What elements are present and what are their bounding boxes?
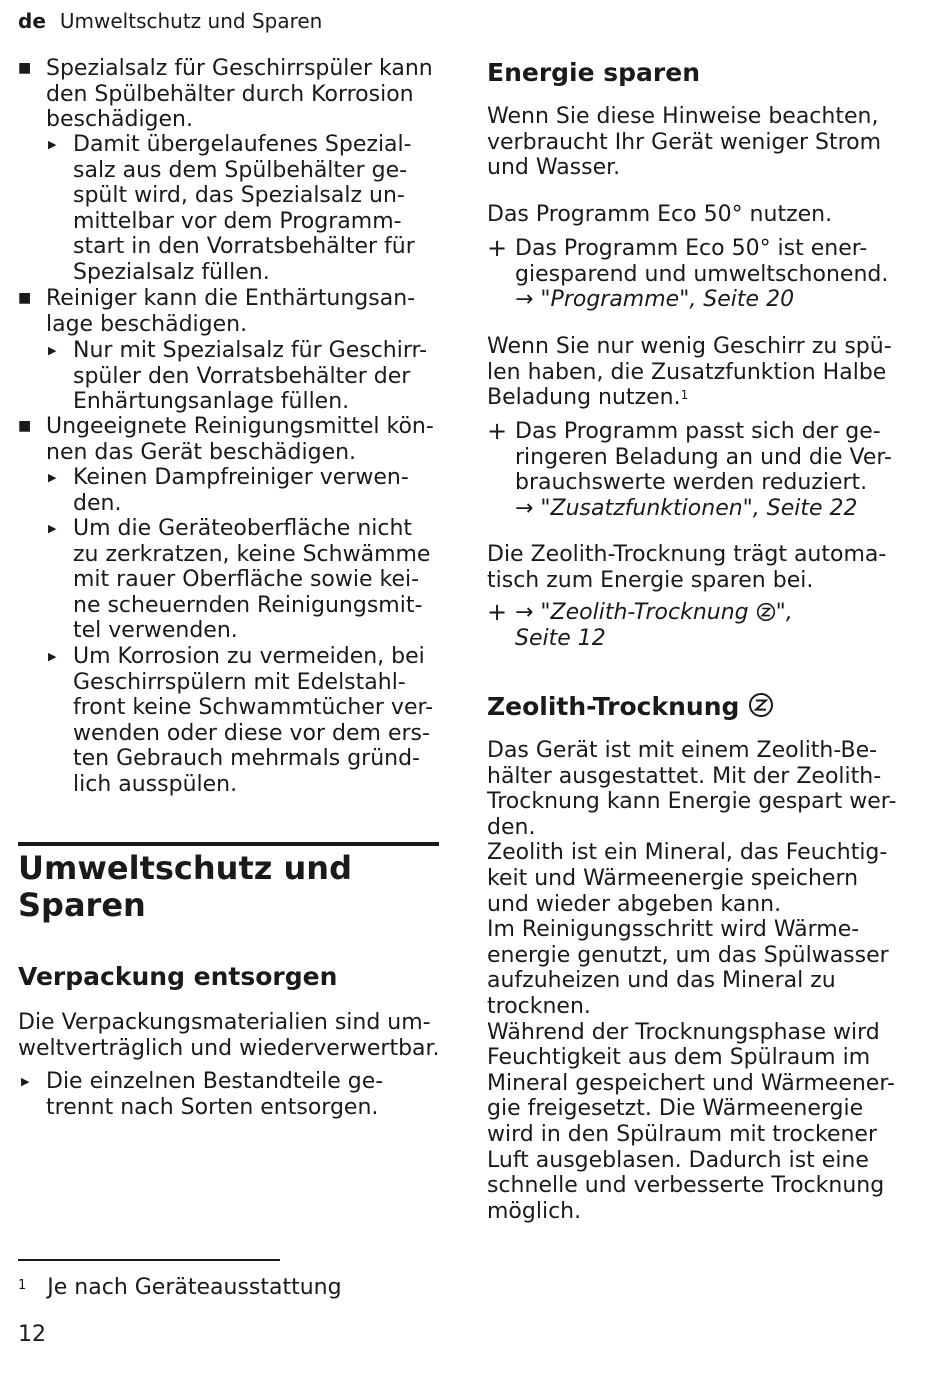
step-text: Nur mit Spezialsalz für Geschirr- spüler den Vorratsbehälter der Enhärtungsanlage füllen.: [73, 338, 428, 415]
square-bullet-icon: ■: [18, 290, 32, 306]
section-title: Umweltschutz und Sparen: [18, 849, 352, 924]
reference-text: → "Zeolith-Trocknung: [515, 600, 756, 625]
warning-text: Ungeeignete Reinigungsmittel kön- nen das Gerät beschädigen.: [46, 414, 434, 465]
zeolith-heading: [487, 692, 917, 722]
warning-text: Spezialsalz für Geschirrspüler kann den Spülbehälter durch Korrosion beschädigen.: [46, 56, 433, 133]
eco-text: Das Programm Eco 50° nutzen.: [487, 202, 833, 227]
page-reference[interactable]: → "Zusatzfunktionen", Seite 22: [515, 495, 858, 521]
page-header: [18, 8, 322, 34]
step-item: [18, 516, 440, 644]
step-item: [18, 338, 440, 415]
footnote-marker[interactable]: 1: [680, 388, 689, 403]
warning-item-1: [18, 56, 440, 133]
language-code: de: [18, 9, 46, 33]
zeolith-body: Das Gerät ist mit einem Zeolith-Be- hälter ausgestattet. Mit der Zeolith- Trocknung kann Energie gespart wer- den. Zeolith ist ein Mineral, das Feuchtig- keit und Wärmeenergie speichern und wieder abgeben kann. Im Reinigungsschritt wird Wärme- energie genutzt, um das Spülwasser aufzuheizen und das Mineral zu trocknen. Während der Trocknungsphase wird Feuchtigkeit aus dem Spülraum im Mineral gespeichert und Wärmeener- gie freigesetzt. Die Wärmeenergie wird in den Spülraum mit trockener Luft ausgeblasen. Dadurch ist eine schnelle und verbesserte Trocknung möglich.: [487, 738, 897, 1224]
plus-icon: +: [487, 417, 508, 445]
step-item: [18, 644, 440, 798]
zeolith-icon: [756, 602, 776, 622]
triangle-bullet-icon: ▶: [48, 522, 57, 535]
halb-text-body: Wenn Sie nur wenig Geschirr zu spü- len haben, die Zusatzfunktion Halbe Beladung nutzen.: [487, 334, 892, 411]
square-bullet-icon: ■: [18, 418, 32, 434]
verpackung-heading: Verpackung entsorgen: [18, 962, 338, 991]
step-text: Um Korrosion zu vermeiden, bei Geschirrspülern mit Edelstahl- front keine Schwammtücher ver- wenden oder diese vor dem ers- ten Gebrauch mehrmals gründ- lich ausspülen.: [73, 644, 434, 797]
plus-icon: +: [487, 598, 508, 626]
step-text: Keinen Dampfreiniger verwen- den.: [73, 465, 409, 516]
triangle-bullet-icon: ▶: [48, 138, 57, 151]
energie-heading: Energie sparen: [487, 58, 701, 87]
plus-text: Das Programm passt sich der ge- ringeren Beladung an und die Ver- brauchswerte werden reduziert.: [515, 419, 892, 496]
section-divider: [18, 842, 439, 846]
warning-item-3: [18, 414, 440, 465]
footnote-number: 1: [18, 1278, 27, 1293]
step-item: [18, 132, 440, 286]
step-item: [18, 465, 440, 516]
footnote: [18, 1275, 342, 1301]
page-reference[interactable]: [515, 600, 917, 626]
warning-item-2: [18, 286, 440, 337]
triangle-bullet-icon: ▶: [48, 344, 57, 357]
zeo-text: Die Zeolith-Trocknung trägt automa- tisch zum Energie sparen bei.: [487, 542, 887, 593]
triangle-bullet-icon: ▶: [48, 471, 57, 484]
warning-text: Reiniger kann die Enthärtungsan- lage beschädigen.: [46, 286, 416, 337]
plus-text: Das Programm Eco 50° ist ener- giesparend und umweltschonend.: [515, 236, 889, 287]
page-reference[interactable]: → "Programme", Seite 20: [515, 287, 795, 313]
triangle-bullet-icon: ▶: [48, 650, 57, 663]
plus-item: [487, 419, 917, 521]
zeolith-heading-text: Zeolith-Trocknung: [487, 692, 740, 721]
reference-text-end: ",: [775, 600, 793, 625]
halb-text: [487, 334, 917, 411]
verpackung-text: Die Verpackungsmaterialien sind um- weltverträglich und wiederverwertbar.: [18, 1010, 440, 1061]
page-reference-page[interactable]: Seite 12: [515, 625, 606, 651]
step-text: Damit übergelaufenes Spezial- salz aus dem Spülbehälter ge- spült wird, das Spezialsalz un- mittelbar vor dem Programm- start in den Vorratsbehälter für Spezialsalz füllen.: [73, 132, 415, 285]
plus-item: [487, 600, 917, 651]
energie-intro: Wenn Sie diese Hinweise beachten, verbraucht Ihr Gerät weniger Strom und Wasser.: [487, 104, 882, 181]
square-bullet-icon: ■: [18, 60, 32, 76]
plus-item: [487, 236, 917, 313]
page-number: 12: [18, 1322, 46, 1347]
header-title: Umweltschutz und Sparen: [59, 9, 323, 33]
plus-icon: +: [487, 234, 508, 262]
footnote-divider: [18, 1259, 280, 1261]
step-item: [18, 1069, 440, 1120]
footnote-text: Je nach Geräteausstattung: [47, 1275, 342, 1300]
zeolith-icon: [748, 692, 774, 718]
triangle-bullet-icon: ▶: [21, 1075, 30, 1088]
step-text: Um die Geräteoberfläche nicht zu zerkratzen, keine Schwämme mit rauer Oberfläche sowie kei- ne scheuernden Reinigungsmit- tel verwenden.: [73, 516, 431, 644]
step-text: Die einzelnen Bestandteile ge- trennt nach Sorten entsorgen.: [46, 1069, 384, 1120]
